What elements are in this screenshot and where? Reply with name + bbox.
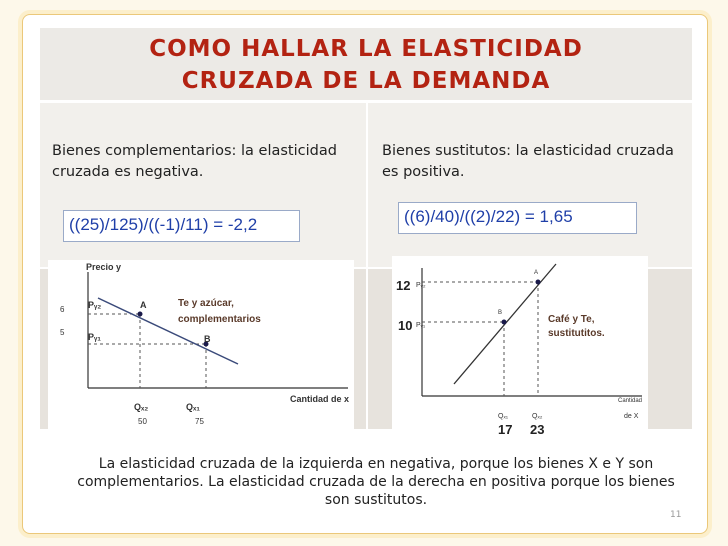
- y-axis-label: Precio y: [86, 262, 122, 272]
- py-high-label: Pᵧ₂: [88, 300, 102, 310]
- y-tick-low: 10: [398, 318, 413, 333]
- y-tick-high: 12: [396, 278, 411, 293]
- qx-right-label: Qₓ₁: [186, 402, 201, 412]
- complementary-graph-svg: [48, 260, 354, 430]
- point-a: [536, 280, 541, 285]
- qx-left-value: 17: [498, 422, 513, 436]
- slide-title-line-2: CRUZADA DE LA DEMANDA: [181, 68, 551, 94]
- qx-left-label: Qₓ₂: [134, 402, 149, 412]
- py-low-label: Pᵧ₁: [416, 322, 426, 329]
- qx-left-label: Qₓ₁: [498, 413, 509, 420]
- substitute-goods-text: Bienes sustitutos: la elasticidad cruzada es positiva.: [382, 143, 674, 180]
- y-tick-high: 6: [60, 305, 65, 314]
- point-b-label: B: [498, 310, 503, 316]
- qx-right-value: 75: [195, 417, 204, 426]
- x-axis-label-line-2: de X: [624, 413, 639, 420]
- complementary-formula: ((25)/125)/((-1)/11) = -2,2: [63, 210, 300, 242]
- complementary-graph: [48, 260, 354, 430]
- qx-right-value: 23: [530, 422, 545, 436]
- py-high-label: Pᵧ₂: [416, 282, 426, 289]
- py-low-label: Pᵧ₁: [88, 332, 101, 342]
- substitute-graph-svg: [392, 256, 648, 436]
- explanation-text: La elasticidad cruzada de la izquierda en negativa, porque los bienes X e Y son complementarios. La elasticidad cruzada de la derecha en positiva porque los bienes son sustitutos.: [77, 456, 675, 508]
- qx-left-value: 50: [138, 417, 147, 426]
- y-tick-low: 5: [60, 328, 65, 337]
- x-axis-label-line-1: Cantidad: [618, 398, 643, 404]
- annotation-line-1: Café y Te,: [548, 314, 595, 325]
- column-divider: [366, 103, 368, 429]
- x-axis-label: Cantidad de x: [290, 394, 350, 404]
- point-b: [502, 320, 507, 325]
- annotation-line-2: complementarios: [178, 314, 261, 325]
- title-band: [40, 28, 692, 100]
- substitute-graph: [392, 256, 648, 436]
- page-number: 11: [670, 510, 682, 520]
- slide-title-line-1: COMO HALLAR LA ELASTICIDAD: [149, 36, 583, 62]
- annotation-line-2: sustitutitos.: [548, 328, 605, 339]
- point-a: [138, 312, 143, 317]
- point-a-label: A: [140, 300, 147, 310]
- qx-right-label: Qₓ₂: [532, 413, 543, 420]
- point-b-label: B: [204, 334, 211, 344]
- complementary-goods-text: Bienes complementarios: la elasticidad cruzada es negativa.: [52, 143, 337, 180]
- substitute-formula: ((6)/40)/((2)/22) = 1,65: [398, 202, 637, 234]
- annotation-line-1: Te y azúcar,: [178, 298, 234, 309]
- point-a-label: A: [534, 270, 539, 276]
